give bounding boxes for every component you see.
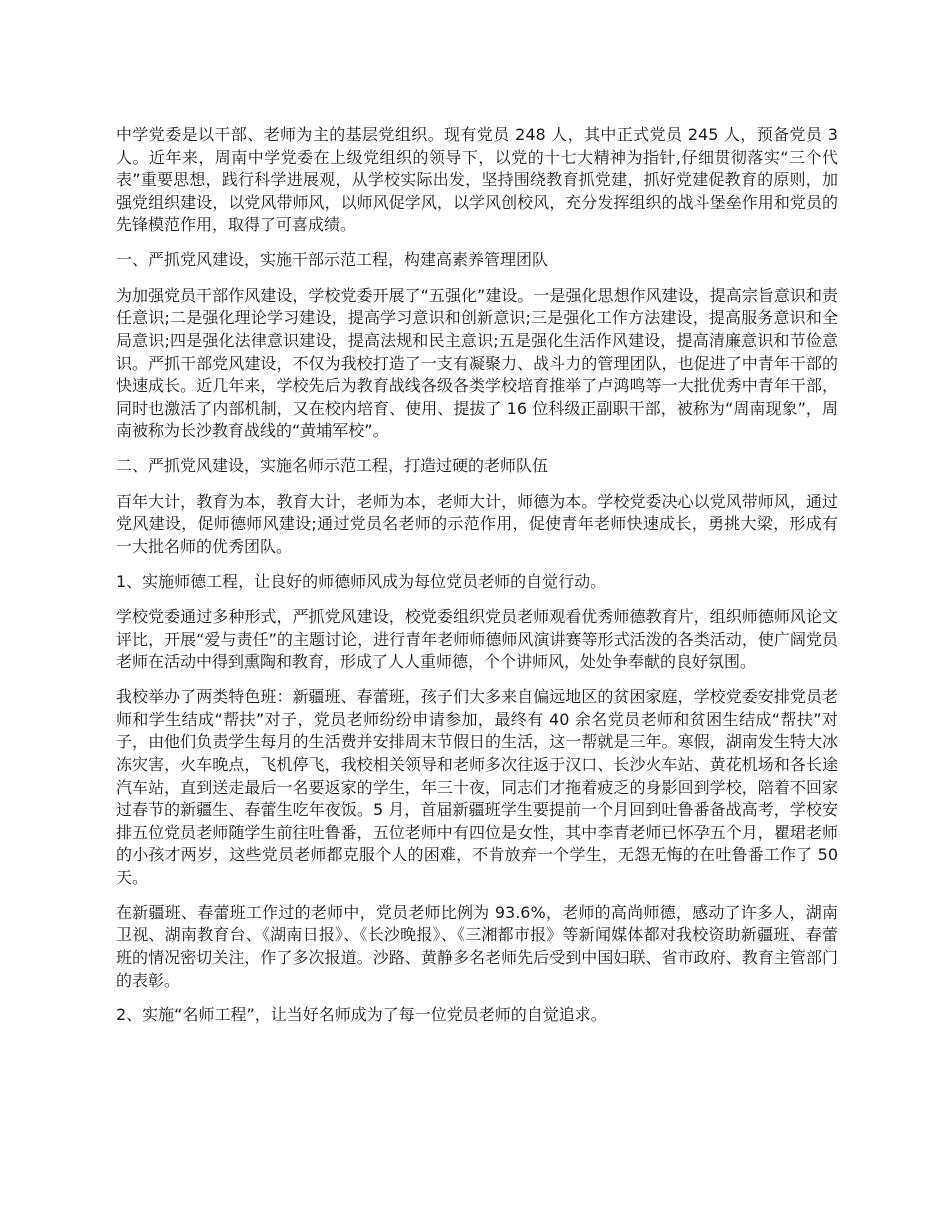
document-page bbox=[116, 124, 838, 1040]
paragraph-ethics-activities: 学校党委通过多种形式，严抓党风建设，校党委组织党员老师观看优秀师德教育片，组织师德师风论文评比，开展“爱与责任”的主题讨论，进行青年老师师德师风演讲赛等形式活泼的各类活动，使广阔党员老师在活动中得到熏陶和教育，形成了人人重师德，个个讲师风，处处争奉献的良好氛围。 bbox=[116, 607, 838, 672]
paragraph-intro: 中学党委是以干部、老师为主的基层党组织。现有党员 248 人，其中正式党员 245 人，预备党员 3 人。近年来，周南中学党委在上级党组织的领导下，以党的十七大精神为指针,仔细贯彻落实“三个代表”重要思想，践行科学进展观，从学校实际出发，坚持围绕教育抓党建，抓好党建促教育的原则，加强党组织建设，以党风带师风，以师风促学风，以学风创校风，充分发挥组织的战斗堡垒作用和党员的先锋模范作用，取得了可喜成绩。 bbox=[116, 125, 838, 235]
paragraph-media-coverage: 在新疆班、春蕾班工作过的老师中，党员老师比例为 93.6%，老师的高尚师德，感动了许多人，湖南卫视、湖南教育台、《湖南日报》、《长沙晚报》、《三湘都市报》等新闻媒体都对我校资助新疆班、春蕾班的情况密切关注，作了多次报道。沙路、黄静多名老师先后受到中国妇联、省市政府、教育主管部门的表彰。 bbox=[116, 902, 838, 990]
section-heading-1: 一、严抓党风建设，实施干部示范工程，构建高素养管理团队 bbox=[116, 250, 549, 270]
paragraph-cadre-demonstration: 为加强党员干部作风建设，学校党委开展了“五强化”建设。一是强化思想作风建设，提高宗旨意识和责任意识;二是强化理论学习建设，提高学习意识和创新意识;三是强化工作方法建设，提高服务意识和全局意识;四是强化法律意识建设，提高法规和民主意识;五是强化生活作风建设，提高清廉意识和节俭意识。严抓干部党风建设，不仅为我校打造了一支有凝聚力、战斗力的管理团队，也促进了中青年干部的快速成长。近几年来，学校先后为教育战线各级各类学校培育推举了卢鸿鸣等一大批优秀中青年干部，同时也激活了内部机制，又在校内培育、使用、提拔了 16 位科级正副职干部，被称为“周南现象”，周南被称为长沙教育战线的“黄埔军校”。 bbox=[116, 285, 838, 441]
subsection-heading-2: 2、实施“名师工程”，让当好名师成为了每一位党员老师的自觉追求。 bbox=[116, 1005, 607, 1025]
paragraph-special-classes: 我校举办了两类特色班：新疆班、春蕾班，孩子们大多来自偏远地区的贫困家庭，学校党委安排党员老师和学生结成“帮扶”对子，党员老师纷纷申请参加，最终有 40 余名党员老师和贫困生结成“帮扶”对子，由他们负责学生每月的生活费并安排周末节假日的生活，这一帮就是三年。寒假，湖南发生特大冰冻灾害，火车晚点，飞机停飞，我校相关领导和老师多次往返于汉口、长沙火车站、黄花机场和各长途汽车站，直到送走最后一名要返家的学生，年三十夜，同志们才拖着疲乏的身影回到学校，陪着不回家过春节的新疆生、春蕾生吃年夜饭。5 月，首届新疆班学生要提前一个月回到吐鲁番备战高考，学校安排五位党员老师随学生前往吐鲁番，五位老师中有四位是女性，其中李青老师已怀孕五个月，瞿珺老师的小孩才两岁，这些党员老师都克服个人的困难，不肯放弃一个学生，无怨无悔的在吐鲁番工作了 50 天。 bbox=[116, 687, 838, 887]
subsection-heading-1: 1、实施师德工程，让良好的师德师风成为每位党员老师的自觉行动。 bbox=[116, 571, 607, 591]
paragraph-teacher-team: 百年大计，教育为本，教育大计，老师为本，老师大计，师德为本。学校党委决心以党风带师风，通过党风建设，促师德师风建设;通过党员名老师的示范作用，促使青年老师快速成长，勇挑大梁，形成有一大批名师的优秀团队。 bbox=[116, 491, 838, 556]
section-heading-2: 二、严抓党风建设，实施名师示范工程，打造过硬的老师队伍 bbox=[116, 456, 549, 476]
